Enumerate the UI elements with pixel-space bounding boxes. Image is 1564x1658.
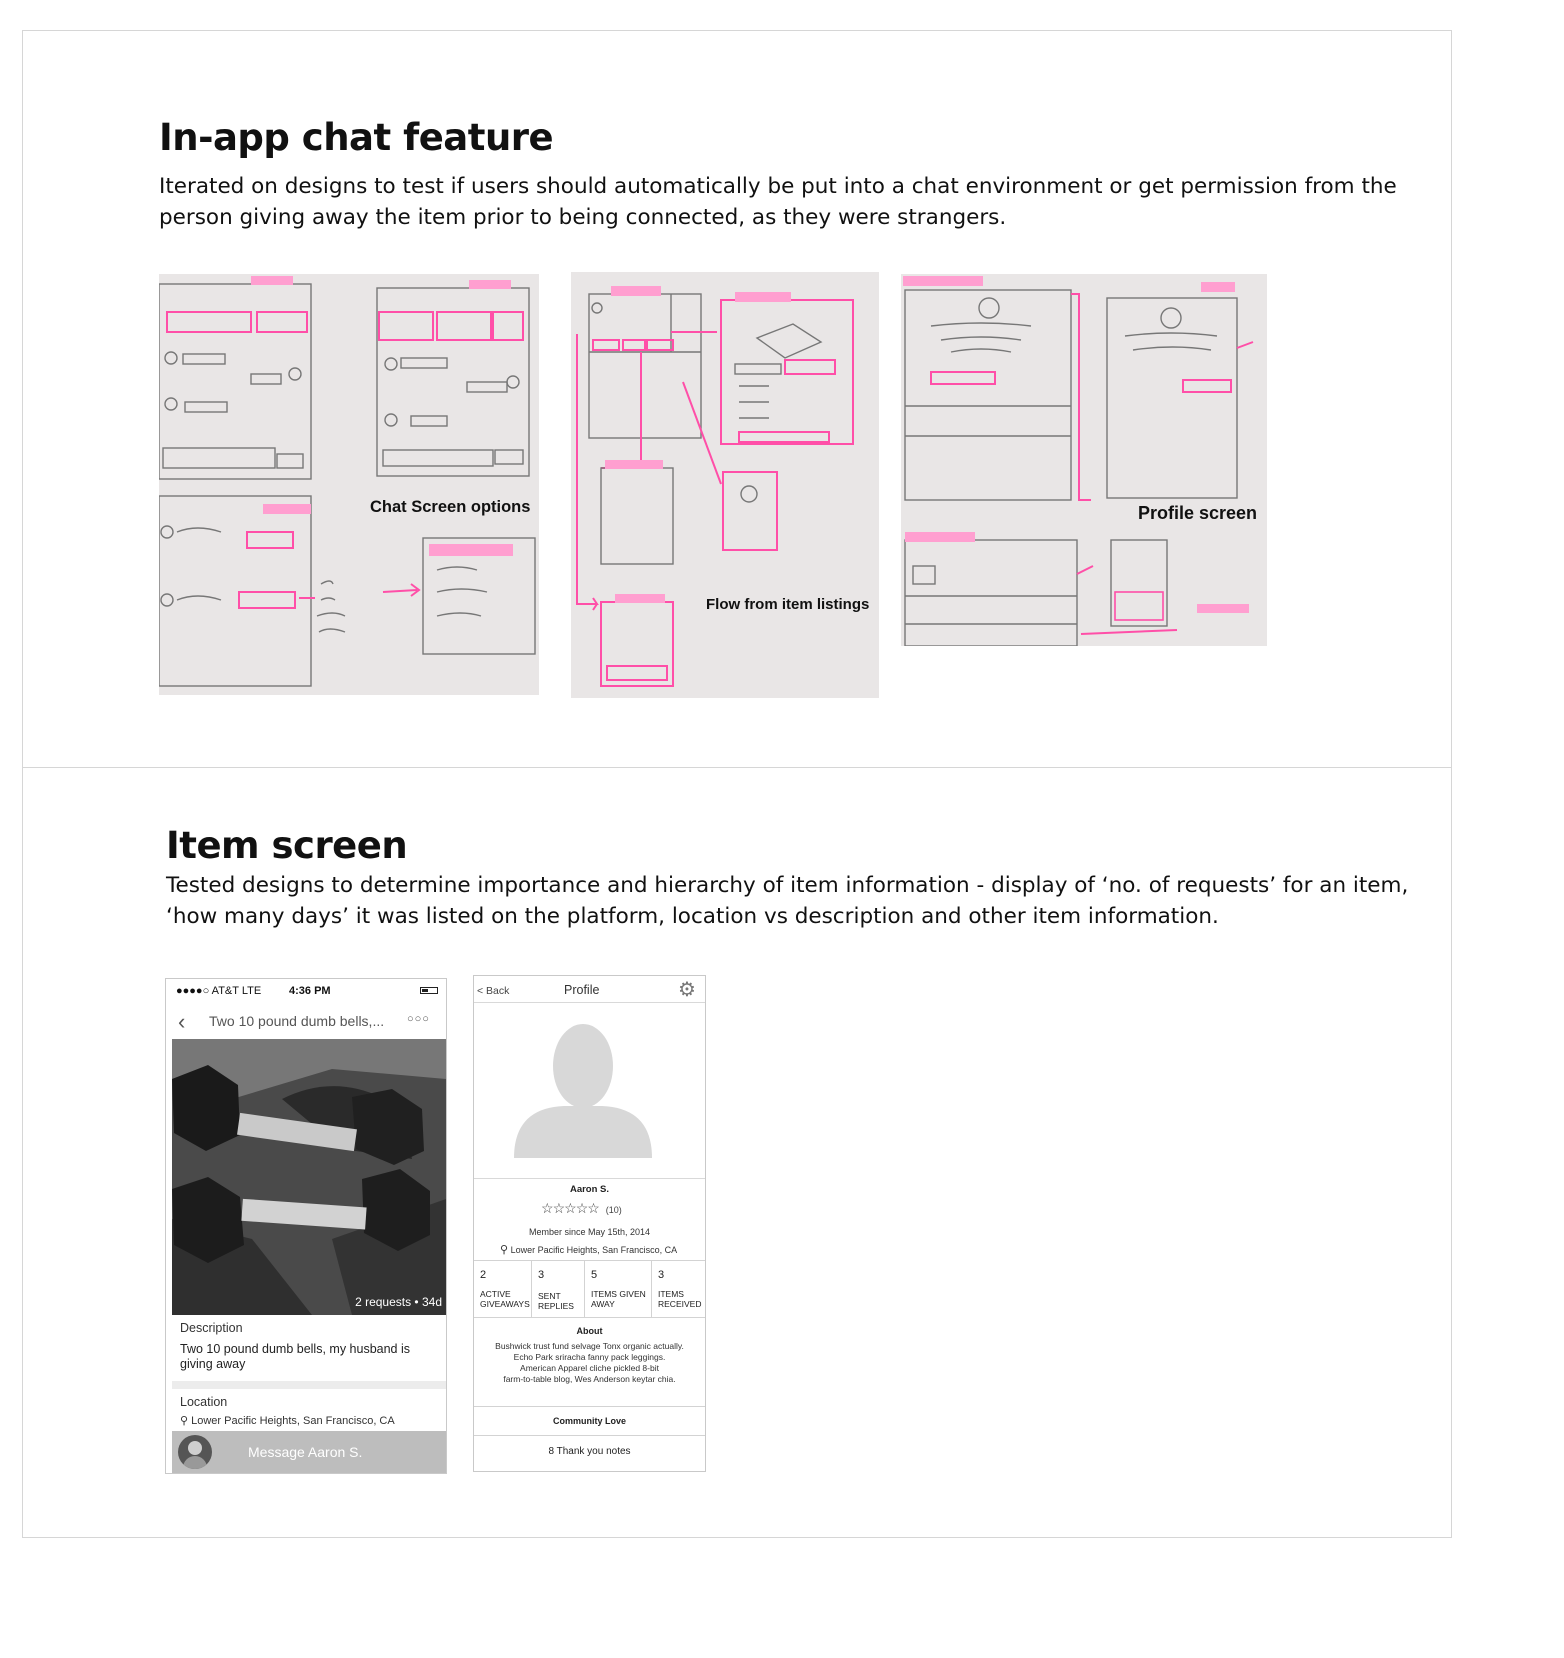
message-button-label: Message Aaron S.: [248, 1444, 363, 1460]
stat-items-given-away[interactable]: [585, 1261, 652, 1317]
description-line: Tested designs to determine importance and hierarchy of item information - display of ‘no. of requests’ for an item,: [166, 873, 1409, 898]
star-icon: ☆: [587, 1200, 599, 1216]
location-row: [180, 1414, 395, 1427]
stat-label-line: RECEIVED: [658, 1299, 702, 1309]
stat-label-line: GIVEAWAYS: [480, 1299, 530, 1309]
sketch-caption: Chat Screen options: [370, 498, 531, 516]
sketch-caption: Flow from item listings: [706, 596, 870, 613]
nav-bar: [166, 1003, 446, 1039]
stat-label: [591, 1289, 646, 1309]
location-text: Lower Pacific Heights, San Francisco, CA: [191, 1415, 395, 1427]
stat-label-line: SENT: [538, 1291, 561, 1301]
stat-label: [480, 1289, 530, 1309]
stat-label-line: ITEMS: [658, 1289, 684, 1299]
profile-location: [500, 1243, 677, 1256]
location-pin-icon: ⚲: [180, 1415, 189, 1427]
status-time: 4:36 PM: [289, 985, 331, 997]
thank-you-notes[interactable]: 8 Thank you notes: [548, 1446, 631, 1457]
stat-label-line: AWAY: [591, 1299, 615, 1309]
stat-label-line: ACTIVE: [480, 1289, 511, 1299]
status-bar: [166, 979, 446, 1003]
star-icon: ☆: [552, 1200, 565, 1216]
section-title-item: Item screen: [166, 824, 408, 867]
rating-row: [541, 1200, 622, 1217]
item-title: Two 10 pound dumb bells,...: [209, 1013, 385, 1029]
sketch-caption: Profile screen: [1138, 503, 1258, 523]
back-chevron-icon[interactable]: ‹: [178, 1009, 186, 1034]
description-label: Description: [180, 1321, 243, 1335]
description-text: [180, 1342, 410, 1372]
star-icon: ☆: [564, 1200, 576, 1216]
profile-name: Aaron S.: [569, 1184, 610, 1195]
member-since: Member since May 15th, 2014: [528, 1227, 651, 1237]
star-icon: ☆: [575, 1200, 588, 1216]
stat-label-line: ITEMS GIVEN: [591, 1289, 646, 1299]
stats-row: [474, 1260, 705, 1318]
gear-icon[interactable]: ⚙: [678, 979, 696, 1001]
section-title-chat: In-app chat feature: [159, 116, 554, 159]
stat-number: 5: [591, 1269, 598, 1281]
description-line: giving away: [180, 1357, 246, 1371]
community-love-label: Community Love: [552, 1416, 626, 1426]
stat-label: [538, 1291, 574, 1311]
stat-number: 3: [538, 1269, 545, 1281]
stat-items-received[interactable]: [652, 1261, 706, 1317]
about-line: Echo Park sriracha fanny pack leggings.: [513, 1352, 666, 1362]
location-pin-icon: ⚲: [500, 1244, 509, 1256]
more-options-icon[interactable]: ○○○: [407, 1013, 430, 1025]
section-divider: [22, 767, 1452, 768]
item-photo: [172, 1039, 446, 1315]
chat-options-sketch: [159, 274, 539, 695]
about-text: [474, 1341, 705, 1385]
stat-number: 2: [480, 1269, 487, 1281]
avatar: [178, 1435, 212, 1469]
section-description-chat: [159, 171, 1397, 233]
profile-sketch: [901, 274, 1267, 646]
profile-location-text: Lower Pacific Heights, San Francisco, CA: [510, 1245, 678, 1255]
section-description-item: [166, 870, 1408, 932]
description-line: Two 10 pound dumb bells, my husband is: [180, 1342, 410, 1356]
stat-label-line: REPLIES: [538, 1301, 574, 1311]
stat-sent-replies[interactable]: [532, 1261, 585, 1317]
about-line: American Apparel cliche pickled 8-bit: [520, 1363, 659, 1373]
default-avatar-icon: [474, 1002, 706, 1178]
rating-count: (10): [605, 1205, 622, 1215]
about-label: About: [576, 1326, 603, 1336]
profile-screen-mockup: [473, 975, 706, 1472]
message-button[interactable]: [172, 1431, 446, 1473]
location-label: Location: [180, 1395, 228, 1409]
stat-active-giveaways[interactable]: [474, 1261, 532, 1317]
item-screen-mockup: [165, 978, 447, 1474]
description-line: person giving away the item prior to being connected, as they were strangers.: [159, 205, 1007, 230]
back-button[interactable]: < Back: [477, 985, 510, 997]
stat-label: [658, 1289, 701, 1309]
about-line: Bushwick trust fund selvage Tonx organic actually.: [495, 1341, 684, 1351]
profile-nav-bar: [474, 976, 705, 1003]
profile-photo-area: [474, 1002, 705, 1179]
description-line: ‘how many days’ it was listed on the platform, location vs description and other item information.: [166, 904, 1219, 929]
section-separator: [172, 1381, 446, 1389]
battery-icon: [420, 987, 438, 994]
description-line: Iterated on designs to test if users should automatically be put into a chat environment or get permission from the: [159, 174, 1397, 199]
star-icon: ☆: [541, 1200, 553, 1216]
carrier-text: ●●●●○ AT&T LTE: [176, 985, 262, 997]
flow-sketch: [571, 272, 879, 698]
about-line: farm-to-table blog, Wes Anderson keytar chia.: [503, 1374, 676, 1384]
divider: [474, 1435, 705, 1436]
stat-number: 3: [658, 1269, 665, 1281]
divider: [474, 1406, 705, 1407]
profile-title: Profile: [564, 983, 600, 997]
requests-badge: 2 requests • 34d: [355, 1295, 442, 1309]
